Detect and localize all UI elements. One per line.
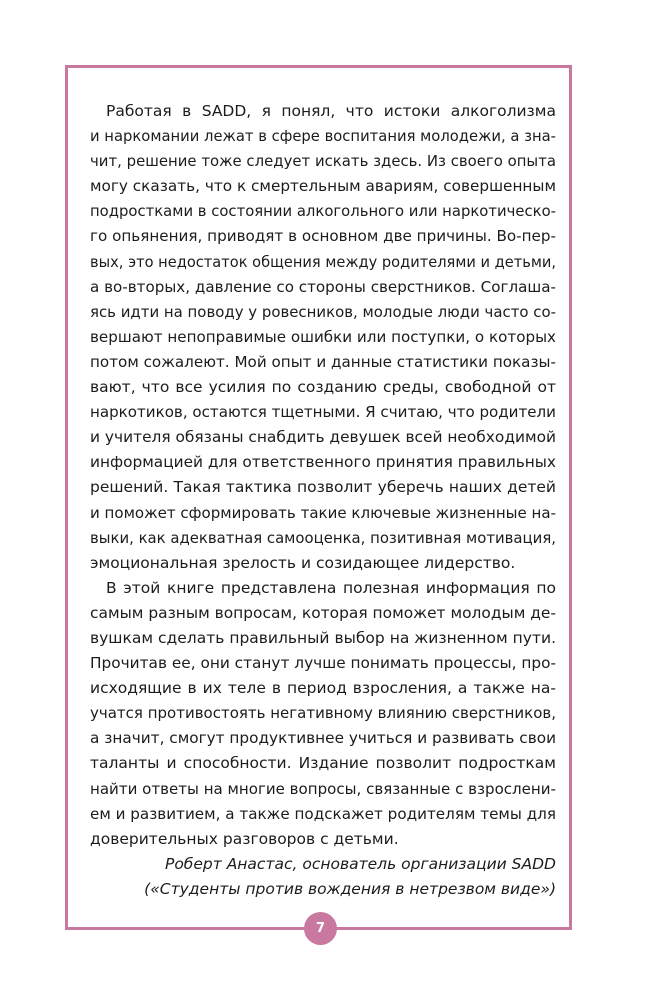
- text-line: ясь идти на поводу у ровесников, молодые люди часто со-: [90, 302, 556, 321]
- text-line: вершают непоправимые ошибки или поступки, о которых: [90, 327, 556, 346]
- body-text: [90, 99, 556, 852]
- text-line: потом сожалеют. Мой опыт и данные статистики показы-: [90, 352, 556, 371]
- text-line: исходящие в их теле в период взросления, а также на-: [90, 679, 556, 698]
- page-number: 7: [304, 912, 337, 945]
- paragraph: [90, 99, 556, 576]
- text-line: и наркомании лежат в сфере воспитания молодежи, а зна-: [90, 127, 556, 146]
- text-line: В этой книге представлена полезная информация по: [106, 578, 556, 597]
- text-line: выки, как адекватная самооценка, позитивная мотивация,: [90, 528, 556, 547]
- text-line: ем и развитием, а также подскажет родителям темы для: [90, 804, 556, 823]
- text-line: и поможет сформировать такие ключевые жизненные на-: [90, 503, 556, 522]
- page-content: [90, 99, 556, 902]
- paragraph: [90, 576, 556, 852]
- text-line: Прочитав ее, они станут лучше понимать процессы, про-: [90, 654, 556, 673]
- text-line: вых, это недостаток общения между родителями и детьми,: [90, 252, 556, 271]
- text-line: чит, решение тоже следует искать здесь. Из своего опыта: [90, 152, 556, 171]
- text-line: информацией для ответственного принятия правильных: [90, 453, 556, 472]
- text-line: подростками в состоянии алкогольного или наркотическо-: [90, 202, 556, 221]
- text-line: а во-вторых, давление со стороны сверстников. Соглаша-: [90, 277, 556, 296]
- text-line: вушкам сделать правильный выбор на жизненном пути.: [90, 628, 556, 647]
- text-line: учатся противостоять негативному влиянию сверстников,: [90, 704, 556, 723]
- signature-author: Роберт Анастас, основатель организации SADD: [164, 854, 556, 873]
- text-line: и учителя обязаны снабдить девушек всей необходимой: [90, 428, 556, 447]
- text-line: решений. Такая тактика позволит уберечь наших детей: [90, 478, 556, 497]
- text-line: Работая в SADD, я понял, что истоки алкоголизма: [106, 102, 556, 120]
- signature-organization: («Студенты против вождения в нетрезвом виде»): [144, 879, 556, 898]
- text-line: наркотиков, остаются тщетными. Я считаю, что родители: [90, 403, 556, 422]
- text-line: таланты и способности. Издание позволит подросткам: [90, 754, 556, 773]
- text-line: го опьянения, приводят в основном две причины. Во-пер-: [90, 227, 556, 246]
- text-line: самым разным вопросам, которая поможет молодым де-: [90, 603, 556, 622]
- text-line: найти ответы на многие вопросы, связанные с взрослени-: [90, 779, 556, 798]
- text-line: вают, что все усилия по созданию среды, свободной от: [90, 378, 556, 397]
- text-line: а значит, смогут продуктивнее учиться и развивать свои: [90, 729, 556, 748]
- text-line: эмоциональная зрелость и созидающее лидерство.: [90, 553, 516, 572]
- text-line: могу сказать, что к смертельным авариям, совершенным: [90, 177, 556, 196]
- text-line: доверительных разговоров с детьми.: [90, 829, 399, 848]
